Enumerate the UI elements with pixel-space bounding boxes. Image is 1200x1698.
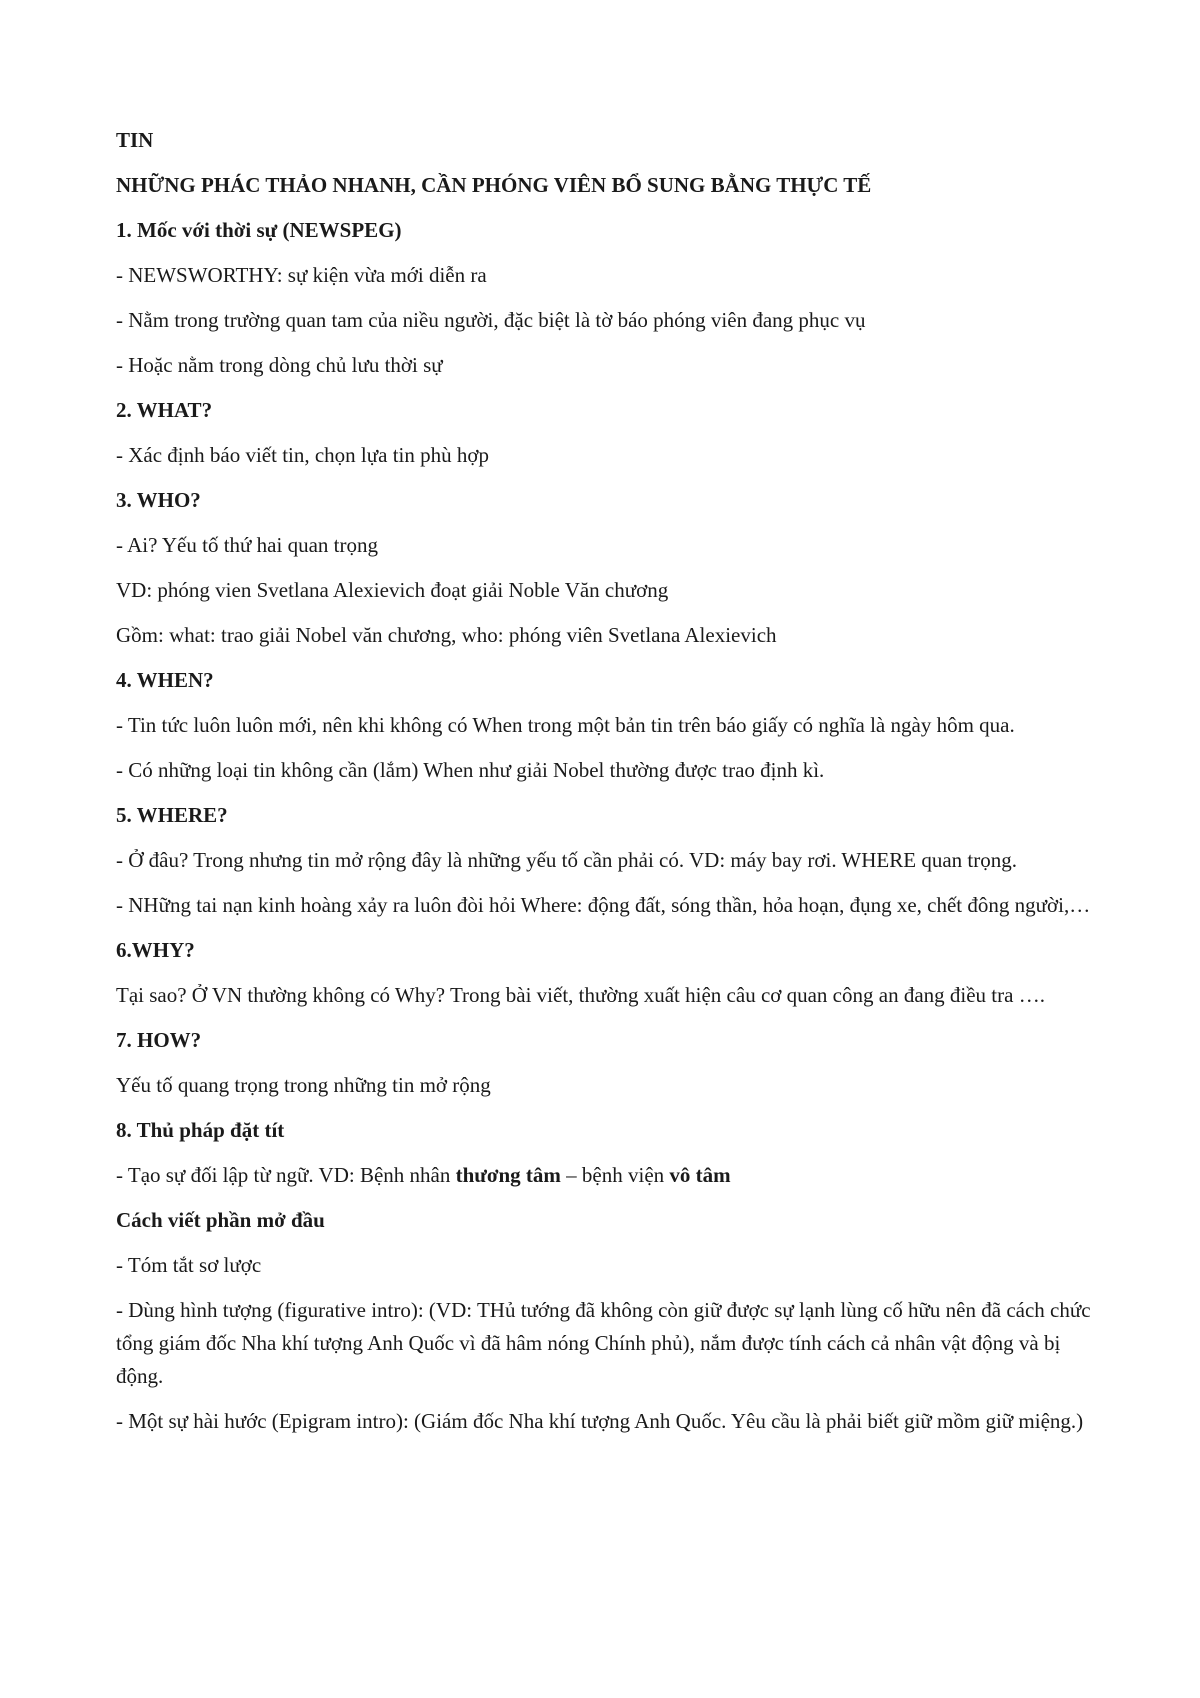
paragraph: - Tin tức luôn luôn mới, nên khi không có When trong một bản tin trên báo giấy có nghĩa là ngày hôm qua. xyxy=(116,713,1015,737)
paragraph: - Có những loại tin không cần (lắm) When như giải Nobel thường được trao định kì. xyxy=(116,758,825,782)
document-title: TIN xyxy=(116,128,154,152)
paragraph: Gồm: what: trao giải Nobel văn chương, who: phóng viên Svetlana Alexievich xyxy=(116,623,777,647)
section-heading: 6.WHY? xyxy=(116,938,195,962)
paragraph-text: – bệnh viện xyxy=(560,1163,670,1187)
paragraph: - Xác định báo viết tin, chọn lựa tin phù hợp xyxy=(116,443,489,467)
paragraph: Tại sao? Ở VN thường không có Why? Trong bài viết, thường xuất hiện câu cơ quan công an đang điều tra …. xyxy=(116,983,1045,1007)
section-heading: 4. WHEN? xyxy=(116,668,214,692)
paragraph: VD: phóng vien Svetlana Alexievich đoạt giải Noble Văn chương xyxy=(116,578,669,602)
paragraph xyxy=(116,1159,1096,1192)
section-heading: 1. Mốc với thời sự (NEWSPEG) xyxy=(116,218,402,242)
document-body xyxy=(116,124,1096,1450)
paragraph: - Một sự hài hước (Epigram intro): (Giám đốc Nha khí tượng Anh Quốc. Yêu cầu là phải biết giữ mồm giữ miệng.) xyxy=(116,1409,1084,1433)
paragraph: - Tóm tắt sơ lược xyxy=(116,1253,262,1277)
paragraph: Yếu tố quang trọng trong những tin mở rộng xyxy=(116,1073,491,1097)
section-heading: Cách viết phần mở đầu xyxy=(116,1208,325,1232)
section-heading: 2. WHAT? xyxy=(116,398,213,422)
paragraph-text: - Tạo sự đối lập từ ngữ. VD: Bệnh nhân xyxy=(116,1163,456,1187)
section-heading: 3. WHO? xyxy=(116,488,201,512)
section-heading: 5. WHERE? xyxy=(116,803,228,827)
section-heading: 7. HOW? xyxy=(116,1028,202,1052)
bold-term: vô tâm xyxy=(669,1163,731,1187)
paragraph: - Ai? Yếu tố thứ hai quan trọng xyxy=(116,533,378,557)
document-subtitle: NHỮNG PHÁC THẢO NHANH, CẦN PHÓNG VIÊN BỔ SUNG BẰNG THỰC TẾ xyxy=(116,173,872,197)
paragraph: - Dùng hình tượng (figurative intro): (VD: THủ tướng đã không còn giữ được sự lạnh lùng cố hữu nên đã cách chức tổng giám đốc Nha khí tượng Anh Quốc vì đã hâm nóng Chính phủ), nắm được tính cách cả nhân vật động và bị động. xyxy=(116,1298,1091,1388)
paragraph: - NHững tai nạn kinh hoàng xảy ra luôn đòi hỏi Where: động đất, sóng thần, hỏa hoạn, đụng xe, chết đông người,… xyxy=(116,893,1091,917)
section-heading: 8. Thủ pháp đặt tít xyxy=(116,1118,285,1142)
paragraph: - NEWSWORTHY: sự kiện vừa mới diễn ra xyxy=(116,263,487,287)
paragraph: - Nằm trong trường quan tam của niều người, đặc biệt là tờ báo phóng viên đang phục vụ xyxy=(116,308,866,332)
paragraph: - Hoặc nằm trong dòng chủ lưu thời sự xyxy=(116,353,443,377)
paragraph: - Ở đâu? Trong nhưng tin mở rộng đây là những yếu tố cần phải có. VD: máy bay rơi. WHERE quan trọng. xyxy=(116,848,1017,872)
bold-term: thương tâm xyxy=(455,1163,561,1187)
